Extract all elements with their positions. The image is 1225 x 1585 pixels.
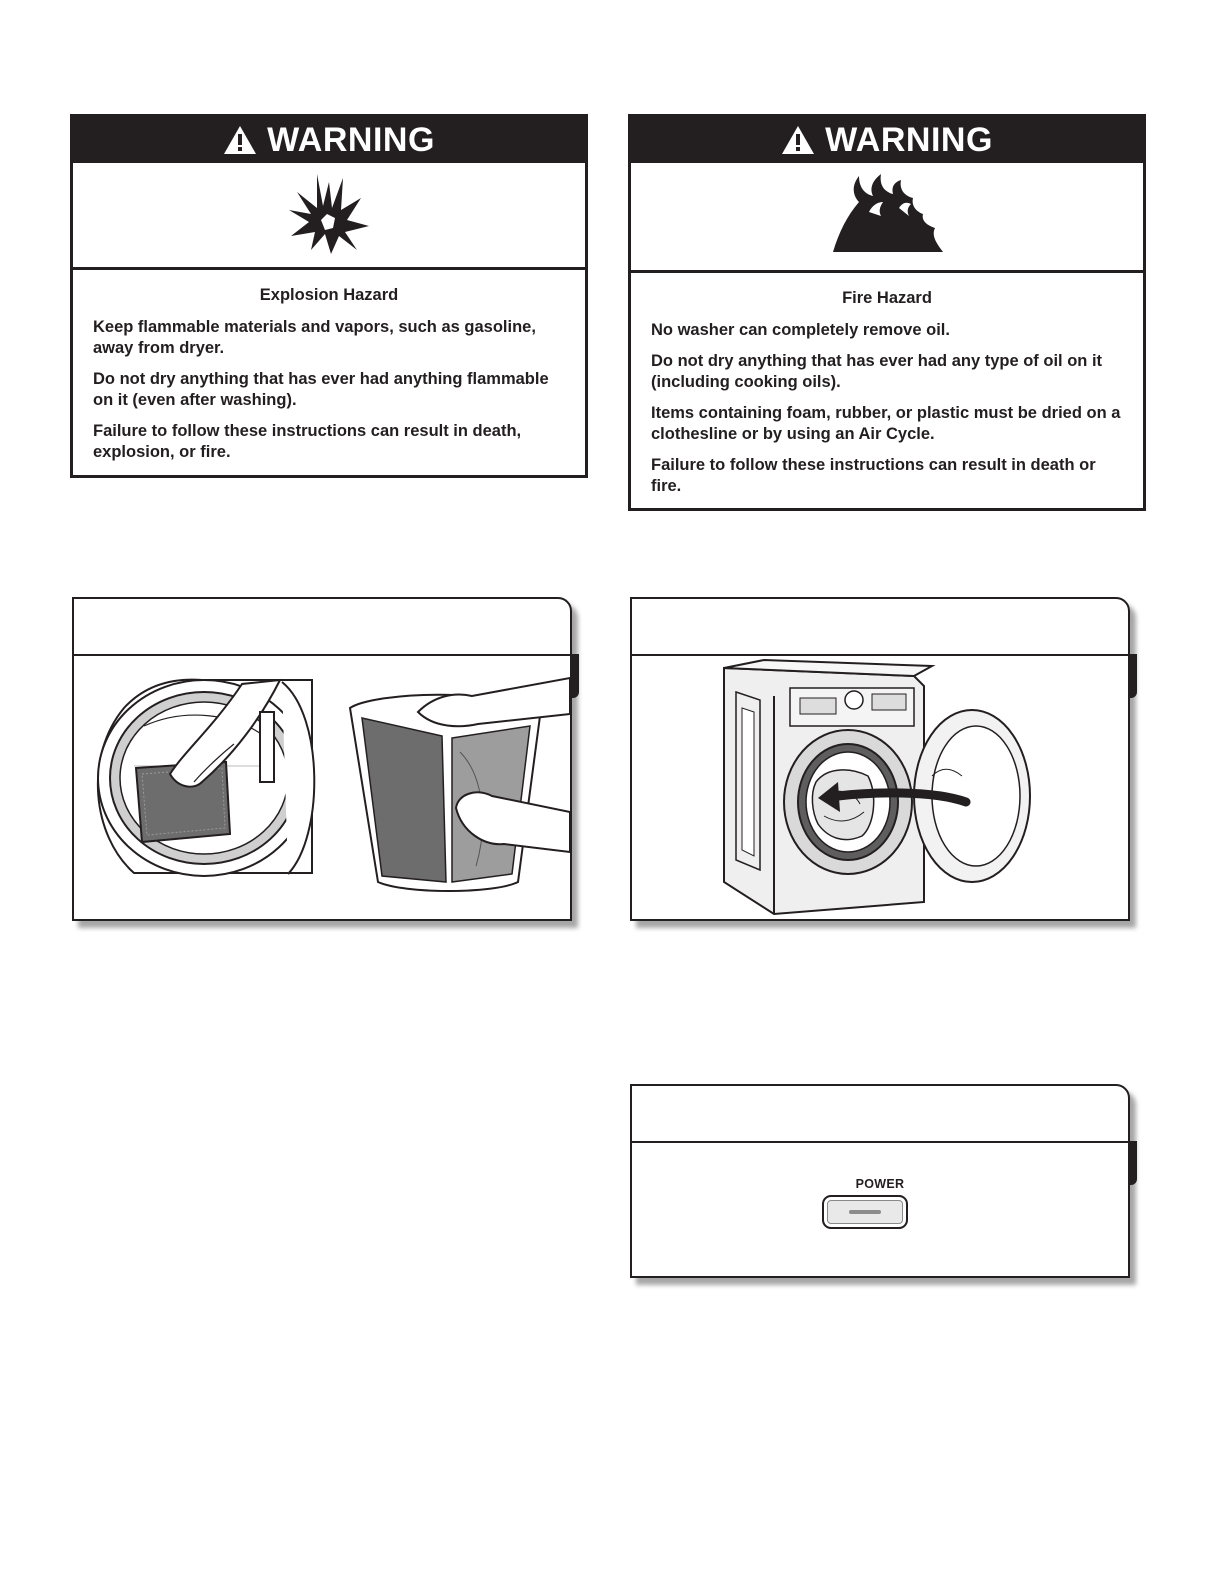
fire-warning-box <box>628 114 1146 511</box>
hazard-title: Explosion Hazard <box>259 286 399 304</box>
warning-paragraph: Do not dry anything that has ever had anything flammable on it (even after washing). <box>93 370 549 409</box>
warning-paragraph: Keep flammable materials and vapors, such as gasoline, away from dryer. <box>93 318 536 357</box>
explosion-warning-box <box>70 114 588 478</box>
hazard-title: Fire Hazard <box>842 289 932 307</box>
warning-triangle-icon <box>223 125 257 155</box>
lint-screen-step-card <box>72 597 572 921</box>
warning-paragraph: Failure to follow these instructions can result in death, explosion, or fire. <box>93 422 522 461</box>
power-label: POWER <box>855 1177 905 1191</box>
warning-header <box>631 117 1143 163</box>
warning-triangle-icon <box>781 125 815 155</box>
warning-paragraph: No washer can completely remove oil. <box>651 321 950 339</box>
power-step-card <box>630 1084 1130 1278</box>
hazard-icon-area <box>631 163 1143 273</box>
card-side-tab <box>1128 654 1137 698</box>
fire-icon <box>829 172 945 261</box>
step-card-header <box>632 1086 1128 1143</box>
warning-paragraph: Do not dry anything that has ever had any type of oil on it (including cooking oils). <box>651 352 1103 391</box>
warning-header <box>73 117 585 163</box>
step-card-header <box>632 599 1128 656</box>
power-button-indicator <box>849 1210 881 1214</box>
warning-paragraph: Items containing foam, rubber, or plastic must be dried on a clothesline or by using an Air Cycle. <box>651 404 1121 443</box>
load-dryer-illustration <box>632 656 1128 919</box>
hazard-icon-area <box>73 163 585 270</box>
step-card-header <box>74 599 570 656</box>
power-button-icon <box>822 1195 908 1229</box>
card-side-tab <box>1128 1141 1137 1185</box>
warning-heading: WARNING <box>825 120 993 159</box>
card-side-tab <box>570 654 579 698</box>
load-dryer-step-card <box>630 597 1130 921</box>
power-illustration <box>632 1143 1128 1276</box>
lint-screen-illustration <box>74 656 570 919</box>
warning-paragraph: Failure to follow these instructions can result in death or fire. <box>651 456 1096 495</box>
warning-heading: WARNING <box>267 120 435 159</box>
explosion-icon <box>287 170 371 261</box>
